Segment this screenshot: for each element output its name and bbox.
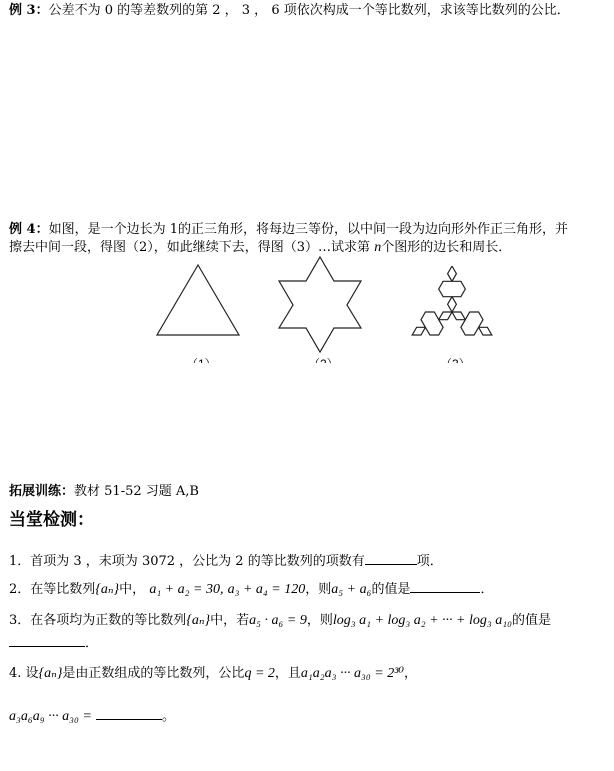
- q4-formula-1: q = 2: [244, 666, 275, 681]
- q3-answer-blank[interactable]: [9, 634, 85, 647]
- question-3-line-2: [9, 634, 98, 652]
- q3-formula-2: log₃ a₁ + log₃ a₂ + ··· + log₃ a₁₀: [332, 613, 512, 628]
- q4-seq: {aₙ}: [38, 666, 63, 681]
- q4-text-c: ，且: [274, 666, 301, 681]
- q4-formula-3: a₃a₆a₉ ··· a₃₀ =: [9, 709, 92, 724]
- q4-formula-2: a₁a₂a₃ ··· a₃₀ = 2³⁰: [300, 666, 404, 681]
- example-3: [9, 3, 570, 19]
- q2-text-b: 中，: [119, 582, 146, 597]
- q1-answer-blank[interactable]: [365, 552, 417, 565]
- figures: [140, 250, 520, 370]
- q4-text: 4. 设: [9, 666, 39, 681]
- check-heading: 当堂检测：: [9, 510, 94, 530]
- q2-text-d: 的值是: [371, 582, 411, 597]
- example-4-line-1: [9, 222, 568, 238]
- extension: [9, 484, 199, 500]
- extension-text: 教材 51-52 习题 A,B: [74, 484, 199, 499]
- q4-answer-blank[interactable]: [96, 707, 162, 720]
- example-3-label: 例 3：: [9, 3, 49, 18]
- extension-label: 拓展训练：: [9, 484, 75, 499]
- q3-seq: {aₙ}: [186, 613, 211, 628]
- q1-text-end: 项．: [416, 554, 443, 569]
- q2-seq: {aₙ}: [95, 582, 120, 597]
- example-4-text-1: 如图，是一个边长为 1的正三角形，将每边三等份，以中间一段为边向形外作正三角形，并: [48, 222, 568, 237]
- q3-text-e: ．: [85, 636, 99, 651]
- star-figure: [279, 257, 361, 352]
- example-4-text-2b: 个图形的边长和周长．: [381, 240, 512, 255]
- example-4-label: 例 4：: [9, 222, 49, 237]
- q3-text-b: 中，若: [210, 613, 250, 628]
- question-4: [9, 666, 417, 682]
- q4-text-e: 。: [161, 709, 175, 724]
- question-2: [9, 580, 493, 598]
- q2-formula-2: a₃ + a₄ = 120: [227, 582, 306, 597]
- question-3: [9, 613, 551, 629]
- triangle-figure: [157, 265, 239, 335]
- q3-formula-1: a₅ · a₆ = 9: [249, 613, 307, 628]
- q2-answer-blank[interactable]: [410, 580, 480, 593]
- q2-text-e: ．: [480, 582, 494, 597]
- example-3-text: 公差不为 0 的等差数列的第 2 ， 3 ， 6 项依次构成一个等比数列，求该等比数列的公比．: [48, 3, 570, 18]
- example-4-text-2a: 擦去中间一段，得图（2），如此继续下去，得图（3）…试求第: [9, 240, 375, 255]
- question-4-line-2: [9, 707, 175, 725]
- q3-text-d: 的值是: [511, 613, 551, 628]
- koch-snowflake-figure: [412, 266, 492, 335]
- q1-text: 1．首项为 3 ，末项为 3072 ，公比为 2 的等比数列的项数有: [9, 554, 365, 569]
- q2-text-c: ，则: [305, 582, 332, 597]
- q2-text: 2．在等比数列: [9, 582, 96, 597]
- question-1: [9, 552, 443, 570]
- example-4-n: n: [374, 240, 382, 255]
- q4-text-d: ，: [404, 666, 418, 681]
- q3-text: 3．在各项均为正数的等比数列: [9, 613, 187, 628]
- q4-text-b: 是由正数组成的等比数列，公比: [62, 666, 245, 681]
- q3-text-c: ，则: [306, 613, 333, 628]
- q2-formula-3: a₅ + a₆: [331, 582, 372, 597]
- q2-formula-1: a₁ + a₂ = 30,: [149, 582, 224, 597]
